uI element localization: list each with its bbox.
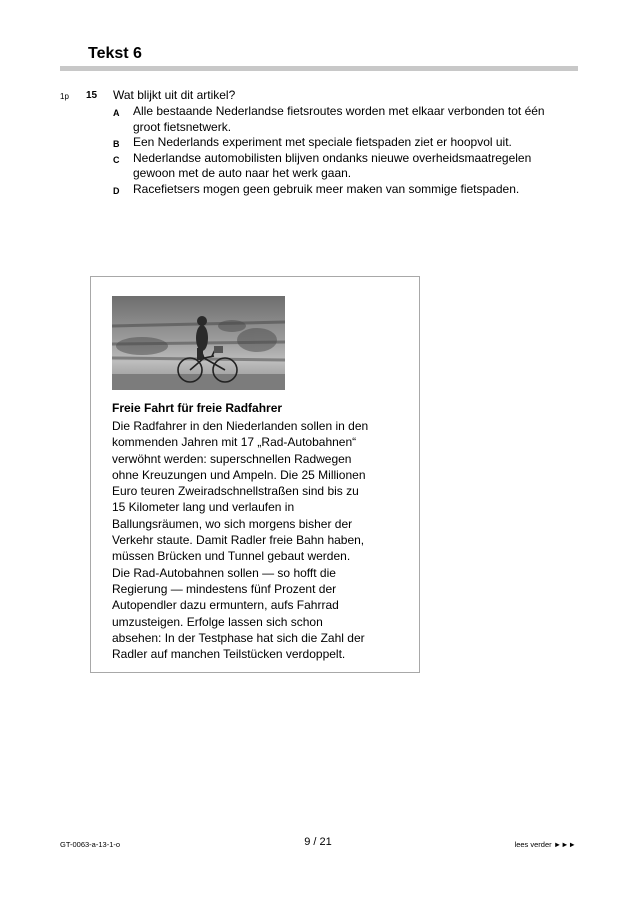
article-line: ohne Kreuzungen und Ampeln. Die 25 Millionen bbox=[112, 467, 366, 482]
cyclist-photo bbox=[112, 296, 285, 390]
article-line: 15 Kilometer lang und verlaufen in bbox=[112, 500, 295, 515]
article-line: müssen Brücken und Tunnel gebaut werden. bbox=[112, 549, 351, 564]
article-line: Die Radfahrer in den Niederlanden sollen in den bbox=[112, 419, 369, 433]
article-line: Die Rad-Autobahnen sollen — so hofft die bbox=[112, 565, 336, 580]
option-b bbox=[113, 135, 563, 151]
question-points: 1p bbox=[60, 92, 69, 101]
article-line: Verkehr staute. Damit Radler freie Bahn haben, bbox=[112, 533, 365, 548]
article-title: Freie Fahrt für freie Radfahrer bbox=[112, 401, 283, 415]
question-number: 15 bbox=[86, 90, 98, 101]
option-a bbox=[113, 104, 563, 135]
article-line: Ballungsräumen, wo sich morgens bisher der bbox=[112, 516, 353, 531]
article-line: Euro teuren Zweiradschnellstraßen sind bis zu bbox=[112, 484, 359, 499]
article-body bbox=[112, 418, 412, 662]
section-title: Tekst 6 bbox=[88, 45, 142, 62]
article-line: Regierung — mindestens fünf Prozent der bbox=[112, 581, 337, 596]
option-letter: B bbox=[113, 139, 120, 149]
option-c bbox=[113, 151, 563, 182]
option-d bbox=[113, 182, 563, 198]
article-line: verwöhnt werden: superschnellen Radwegen bbox=[112, 451, 352, 466]
read-on-marker: lees verder ►►► bbox=[514, 840, 576, 849]
article-box bbox=[90, 276, 420, 673]
option-letter: C bbox=[113, 154, 120, 165]
option-letter: D bbox=[113, 185, 120, 196]
title-divider bbox=[60, 66, 578, 71]
article-line: Autopendler dazu ermuntern, aufs Fahrrad bbox=[112, 598, 339, 613]
option-text: Een Nederlands experiment met speciale fietspaden ziet er hoopvol uit. bbox=[133, 135, 512, 149]
option-letter: A bbox=[113, 108, 120, 118]
article-line: absehen: In der Testphase hat sich die Zahl der bbox=[112, 630, 365, 645]
footer-code: GT-0063-a-13-1-o bbox=[60, 840, 121, 849]
article-line: umzusteigen. Erfolge lassen sich schon bbox=[112, 614, 323, 629]
question-text: Wat blijkt uit dit artikel? bbox=[113, 88, 236, 102]
article-line: Radler auf manchen Teilstücken verdoppelt. bbox=[112, 647, 346, 662]
option-text: Racefietsers mogen geen gebruik meer maken van sommige fietspaden. bbox=[133, 181, 520, 196]
article-line: kommenden Jahren mit 17 „Rad-Autobahnen“ bbox=[112, 435, 357, 450]
option-text: Alle bestaande Nederlandse fietsroutes worden met elkaar verbonden tot één groot fietsnetwerk. bbox=[133, 104, 545, 134]
page-number: 9 / 21 bbox=[304, 836, 332, 848]
option-text: Nederlandse automobilisten blijven ondanks nieuwe overheidsmaatregelen gewoon met de auto naar het werk gaan. bbox=[133, 150, 532, 180]
answer-options bbox=[113, 104, 563, 197]
